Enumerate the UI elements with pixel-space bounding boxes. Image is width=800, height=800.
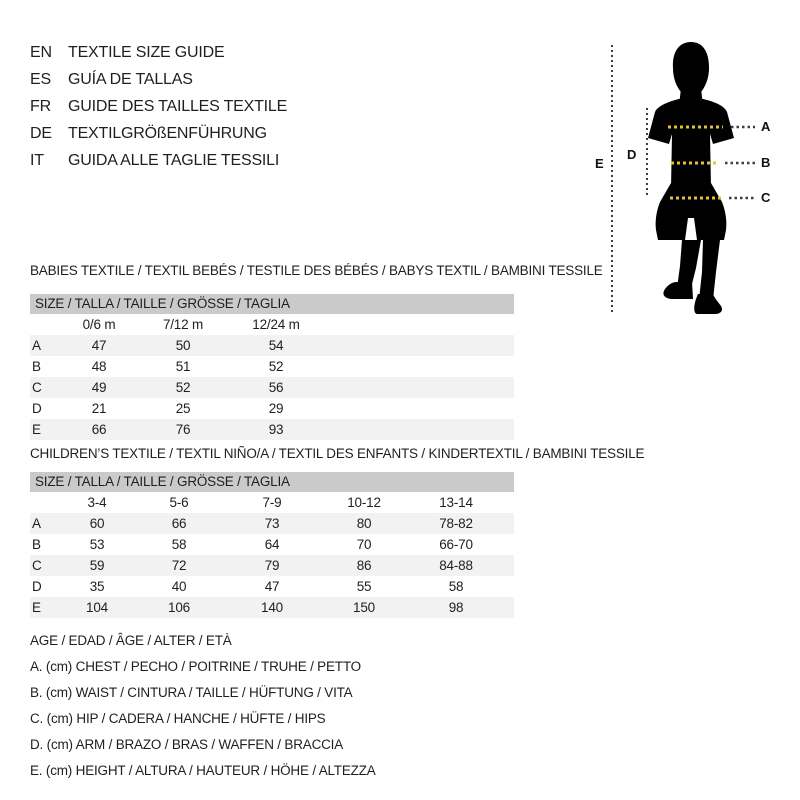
language-code: IT [30,151,44,169]
language-code: ES [30,70,51,88]
language-code: EN [30,43,52,61]
table-row [30,335,514,356]
row-label: D [32,401,42,416]
row-label: C [32,558,42,573]
table-cell: 52 [175,380,191,395]
table-cell: 51 [175,359,191,374]
language-title: TEXTILE SIZE GUIDE [68,43,225,61]
table-cell: 60 [89,516,105,531]
children-column-header: 10-12 [347,495,381,510]
children-column-header: 13-14 [439,495,473,510]
table-cell: 66 [171,516,187,531]
table-cell: 106 [168,600,190,615]
children-column-header-row [30,492,514,513]
table-cell: 56 [268,380,284,395]
row-label: A [32,338,41,353]
table-row [30,398,514,419]
table-row [30,597,514,618]
babies-section-heading: BABIES TEXTILE / TEXTIL BEBÉS / TESTILE DES BÉBÉS / BABYS TEXTIL / BAMBINI TESSILE [30,263,603,278]
table-cell: 84-88 [439,558,473,573]
language-title-list [30,39,287,174]
measure-label-c: C [761,190,771,205]
table-cell: 52 [268,359,284,374]
table-cell: 66-70 [439,537,473,552]
measure-label-e: E [595,156,604,171]
silhouette-right-shoe [694,294,722,314]
table-cell: 49 [91,380,107,395]
babies-column-header: 0/6 m [82,317,116,332]
table-row [30,534,514,555]
table-cell: 54 [268,338,284,353]
table-cell: 79 [264,558,280,573]
row-label: C [32,380,42,395]
children-column-header: 7-9 [262,495,282,510]
table-row [30,356,514,377]
table-row [30,513,514,534]
table-cell: 40 [171,579,187,594]
table-row [30,576,514,597]
table-cell: 59 [89,558,105,573]
language-title: GUÍA DE TALLAS [68,70,193,88]
language-row-fr [30,93,287,120]
legend-waist: B. (cm) WAIST / CINTURA / TAILLE / HÜFTUNG / VITA [30,685,353,700]
language-row-it [30,147,287,174]
language-code: DE [30,124,52,142]
children-column-header: 5-6 [169,495,189,510]
language-title: GUIDE DES TAILLES TEXTILE [68,97,288,115]
table-cell: 25 [175,401,191,416]
table-cell: 29 [268,401,284,416]
silhouette-left-shoe [663,282,693,299]
silhouette-left-leg [677,240,701,288]
table-cell: 98 [448,600,464,615]
children-section-heading: CHILDREN’S TEXTILE / TEXTIL NIÑO/A / TEXTIL DES ENFANTS / KINDERTEXTIL / BAMBINI TESSILE [30,446,645,461]
babies-column-header-row [30,314,514,335]
measurement-figure [585,28,790,325]
legend-chest: A. (cm) CHEST / PECHO / POITRINE / TRUHE / PETTO [30,659,361,674]
row-label: A [32,516,41,531]
table-cell: 58 [448,579,464,594]
table-cell: 80 [356,516,372,531]
language-row-de [30,120,287,147]
legend-age: AGE / EDAD / ÂGE / ALTER / ETÀ [30,633,232,648]
babies-column-header: 7/12 m [162,317,204,332]
measurement-legend [30,628,376,784]
children-column-header: 3-4 [87,495,107,510]
table-cell: 55 [356,579,372,594]
language-row-en [30,39,287,66]
measure-label-a: A [761,119,771,134]
table-cell: 58 [171,537,187,552]
silhouette-head [673,42,709,95]
legend-height: E. (cm) HEIGHT / ALTURA / HAUTEUR / HÖHE / ALTEZZA [30,763,376,778]
legend-arm: D. (cm) ARM / BRAZO / BRAS / WAFFEN / BRACCIA [30,737,344,752]
row-label: B [32,537,41,552]
table-cell: 73 [264,516,280,531]
table-cell: 93 [268,422,284,437]
babies-column-header: 12/24 m [252,317,300,332]
table-cell: 66 [91,422,107,437]
children-table [30,472,514,618]
table-cell: 50 [175,338,191,353]
silhouette-shirt [648,98,734,188]
silhouette-right-leg [699,240,720,300]
row-label: B [32,359,41,374]
table-row [30,419,514,440]
child-silhouette [648,42,734,314]
table-cell: 47 [264,579,280,594]
table-row [30,555,514,576]
table-cell: 64 [264,537,280,552]
language-row-es [30,66,287,93]
language-title: GUIDA ALLE TAGLIE TESSILI [68,151,280,169]
silhouette-shorts [656,183,727,240]
children-size-header-bar: SIZE / TALLA / TAILLE / GRÖSSE / TAGLIA [30,472,514,492]
language-code: FR [30,97,51,115]
table-row [30,377,514,398]
table-cell: 140 [261,600,283,615]
table-cell: 35 [89,579,105,594]
babies-table [30,294,514,440]
measure-label-b: B [761,155,771,170]
table-cell: 86 [356,558,372,573]
row-label: E [32,422,41,437]
legend-hip: C. (cm) HIP / CADERA / HANCHE / HÜFTE / HIPS [30,711,326,726]
row-label: D [32,579,42,594]
table-cell: 78-82 [439,516,473,531]
language-title: TEXTILGRÖßENFÜHRUNG [68,124,267,142]
table-cell: 150 [353,600,375,615]
measure-label-d: D [627,147,637,162]
table-cell: 47 [91,338,107,353]
babies-size-header-bar: SIZE / TALLA / TAILLE / GRÖSSE / TAGLIA [30,294,514,314]
row-label: E [32,600,41,615]
table-cell: 53 [89,537,105,552]
table-cell: 48 [91,359,107,374]
table-cell: 21 [91,401,107,416]
table-cell: 104 [86,600,108,615]
table-cell: 70 [356,537,372,552]
table-cell: 76 [175,422,191,437]
table-cell: 72 [171,558,187,573]
